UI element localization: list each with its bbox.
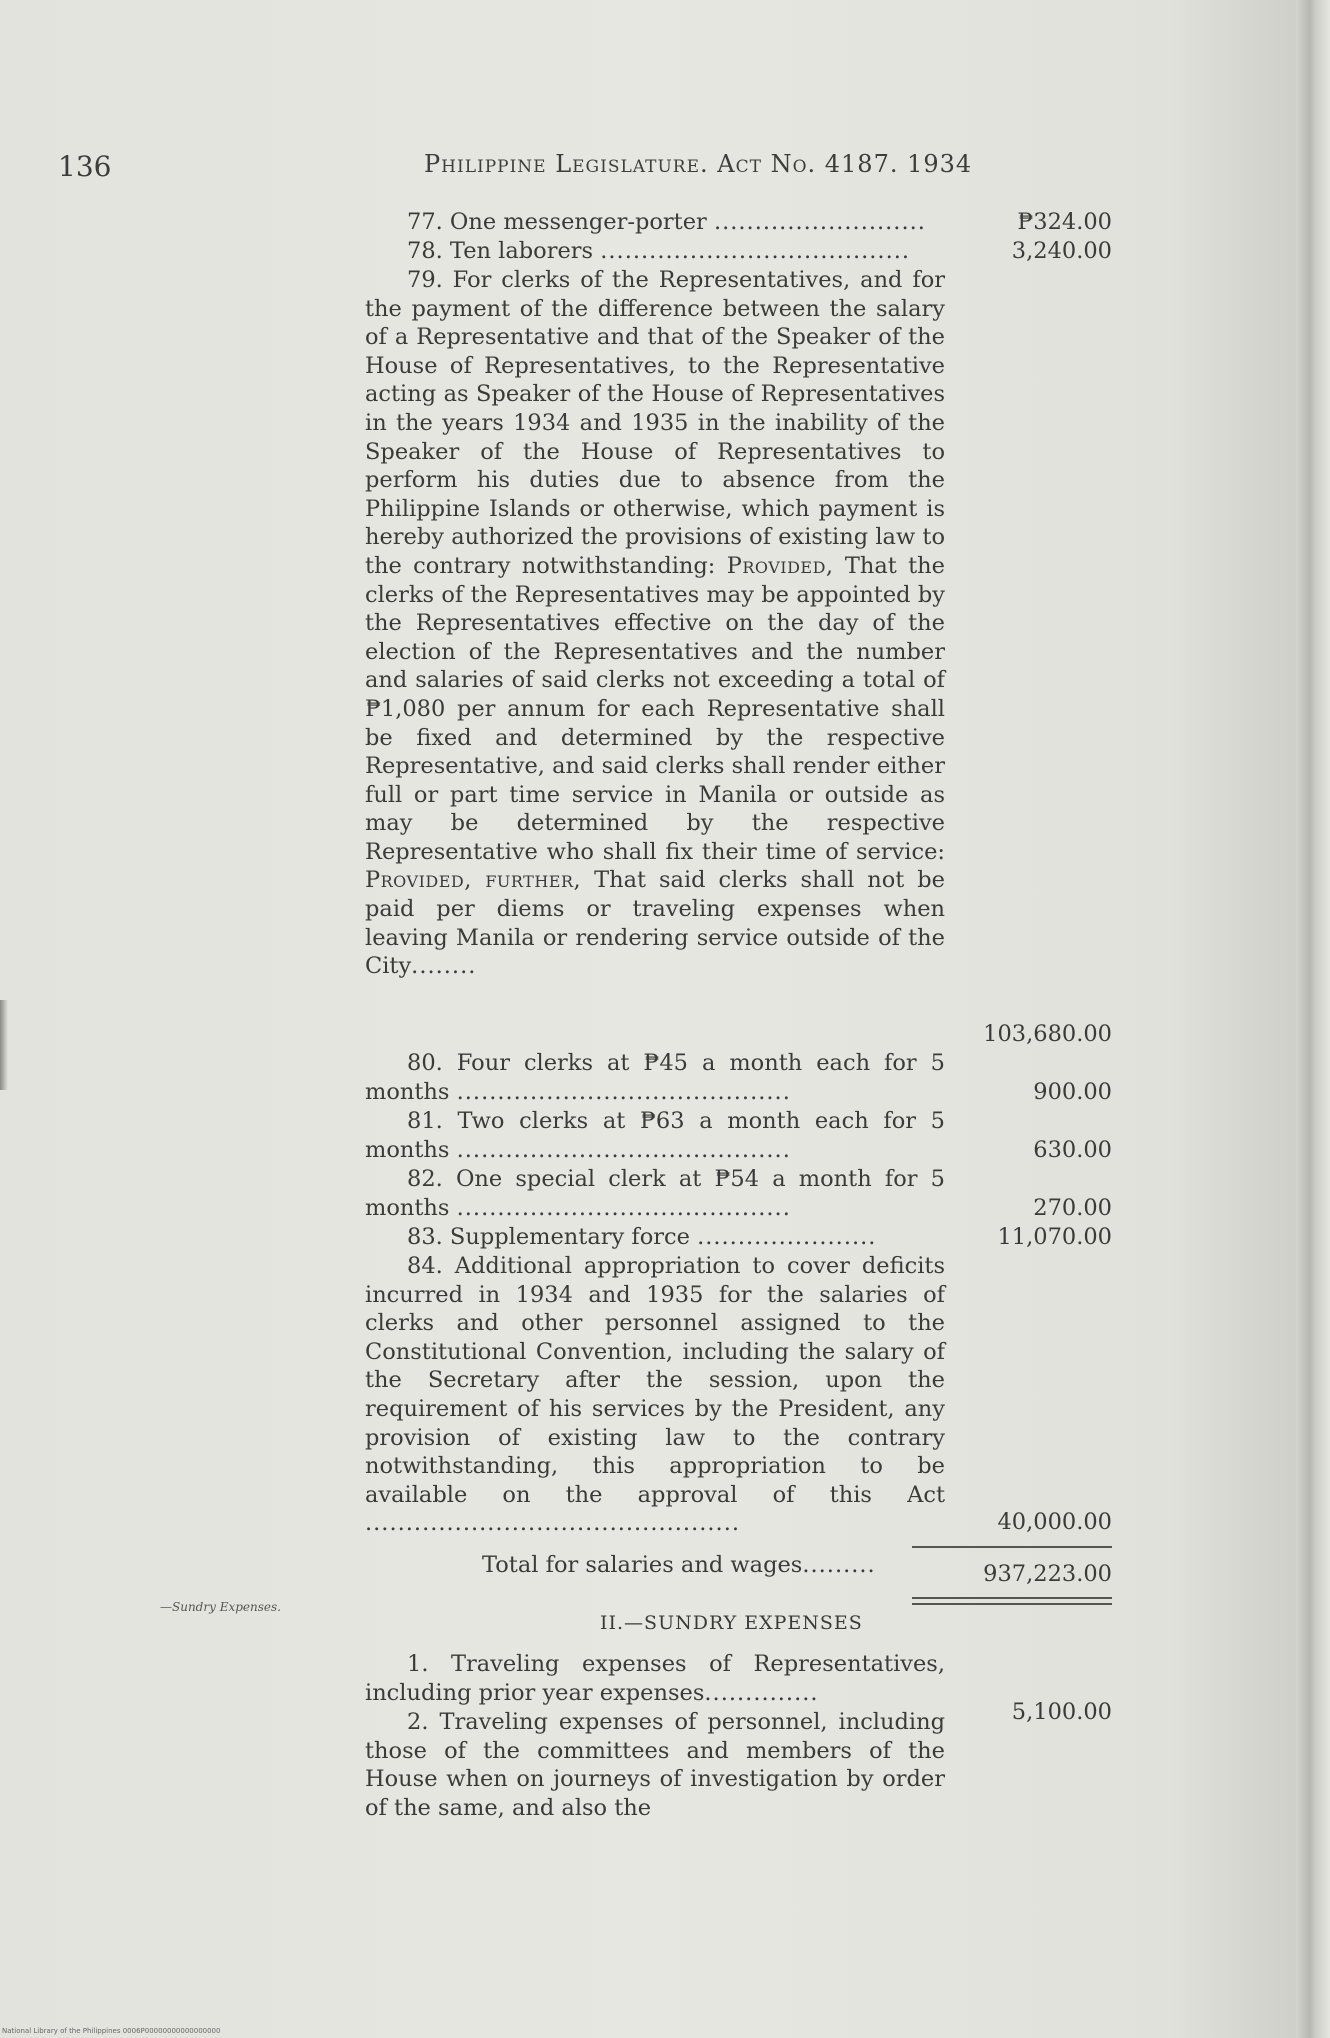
binding-shadow: [0, 1000, 8, 1090]
item-81-amount: 630.00: [1033, 1137, 1112, 1163]
sundry-item-1-text: 1. Traveling expenses of Representatives, including prior year expenses..............: [365, 1651, 945, 1706]
item-79-amount: 103,680.00: [983, 1021, 1112, 1047]
item-79-text: 79. For clerks of the Representatives, and for the payment of the difference between the salary of a Representative and that of the Speaker of the House of Representatives, to the Representative acting as Speaker of the House of Representatives in the years 1934 and 1935 in the inability of the Speaker of the House of Representatives to perform his duties due to absence from the Philippine Islands or otherwise, which payment is hereby authorized the provisions of existing law to the contrary notwithstanding: Provided, That the clerks of the Representatives may be appointed by the Representatives effective on the day of the election of the Representatives and the number and salaries of said clerks not exceeding a total of ₱1,080 per annum for each Representative shall be fixed and determined by the respective Representative, and said clerks shall render either full or part time service in Manila or outside as may be determined by the respective Representative who shall fix their time of service: Provided, further, That said clerks shall not be paid per diems or traveling expenses when leaving Manila or rendering service outside of the City........: [365, 267, 945, 980]
sundry-item-1-amount: 5,100.00: [1011, 1699, 1112, 1725]
item-80-amount: 900.00: [1033, 1079, 1112, 1105]
item-83-amount: 11,070.00: [997, 1224, 1112, 1250]
total-amount: 937,223.00: [983, 1561, 1112, 1587]
total-rule: [912, 1546, 1112, 1548]
section-heading: II.—SUNDRY EXPENSES: [600, 1612, 863, 1634]
page-number: 136: [58, 150, 112, 183]
page-edge: [1296, 0, 1330, 2038]
scan-credit: National Library of the Philippines 0006P00000000000000000: [2, 2027, 221, 2035]
item-78-amount: 3,240.00: [1011, 238, 1112, 264]
sundry-item-2-text: 2. Traveling expenses of personnel, including those of the committees and members of the House when on journeys of investigation by order of the same, and also the: [365, 1709, 945, 1821]
item-78-text: 78. Ten laborers ......................................: [407, 238, 911, 264]
item-80-text: 80. Four clerks at ₱45 a month each for 5 months .........................................: [365, 1050, 945, 1105]
item-82-amount: 270.00: [1033, 1195, 1112, 1221]
total-label: Total for salaries and wages.........: [482, 1552, 876, 1578]
item-84-text: 84. Additional appropriation to cover deficits incurred in 1934 and 1935 for the salaries of clerks and other personnel assigned to the Constitutional Convention, including the salary of the Secretary after the session, upon the requirement of his services by the President, any provision of existing law to the contrary notwithstanding, this appropriation to be available on the approval of this Act ..............................................: [365, 1253, 945, 1537]
item-81-text: 81. Two clerks at ₱63 a month each for 5 months .........................................: [365, 1108, 945, 1163]
item-83-text: 83. Supplementary force ......................: [407, 1224, 877, 1250]
item-84-amount: 40,000.00: [997, 1509, 1112, 1535]
running-head: Philippine Legislature. Act No. 4187. 1934: [424, 150, 973, 178]
margin-note: —Sundry Expenses.: [160, 1600, 281, 1614]
item-77-text: 77. One messenger-porter ..........................: [407, 209, 926, 235]
item-77-amount: ₱324.00: [1017, 209, 1112, 235]
item-82-text: 82. One special clerk at ₱54 a month for 5 months .........................................: [365, 1166, 945, 1221]
total-double-rule: [912, 1597, 1112, 1605]
